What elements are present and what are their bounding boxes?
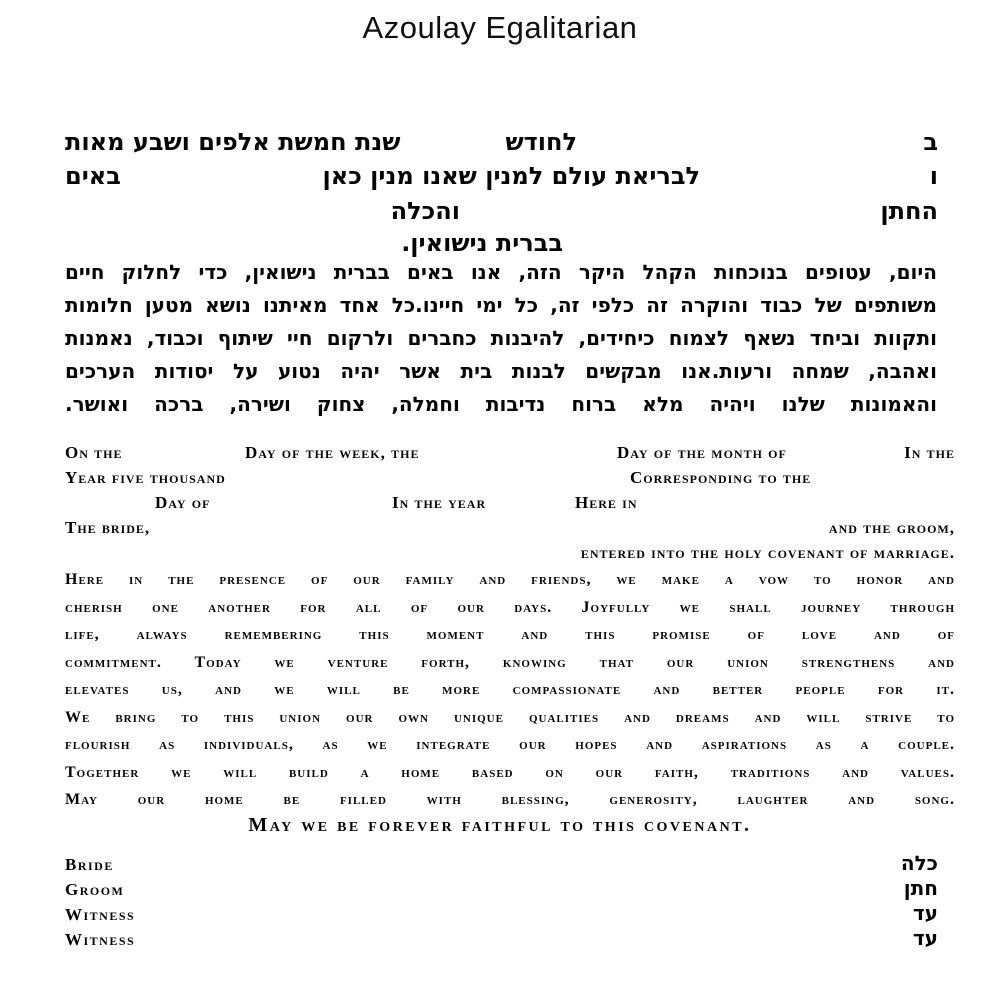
hebrew-paragraph-line: ותקוות וביחד נשאף לצמוח כיחידים, להיבנות כחברים ולרקום חיי שיתוף וכבוד, נאמנות — [65, 326, 937, 350]
hebrew-covenant-line — [65, 227, 938, 259]
bride-signature-label: Bride — [65, 855, 114, 874]
english-paragraph-line: flourish as individuals, as we integrate our hopes and aspirations as a couple. — [65, 736, 955, 753]
hebrew-date-line — [65, 126, 938, 158]
hebrew-paragraph-line: משותפים של כבוד והוקרה זה כלפי זה, כל ימי חיינו.כל אחד מאיתנו נושא מטען חלומות — [65, 293, 937, 317]
witness2-signature-label-hebrew: עד — [912, 926, 938, 950]
english-paragraph-line: life, always remembering this moment and this promise of love and of — [65, 626, 955, 643]
english-covenant-line — [65, 541, 955, 565]
hebrew-paragraph-line: ואהבה, שמחה ורעות.אנו מבקשים לבנות בית אשר יהיה נטוע על יסודות הערכים — [65, 359, 937, 383]
bride-signature-label-hebrew: כלה — [900, 851, 938, 875]
here-in-label: Here in — [575, 493, 638, 512]
day-of-label: Day of — [155, 493, 211, 512]
english-paragraph-line: Here in the presence of our family and friends, we make a vow to honor and — [65, 571, 955, 588]
witness1-signature-label: Witness — [65, 905, 136, 924]
english-paragraph-line: elevates us, and we will be more compassionate and better people for it. — [65, 681, 955, 698]
signature-block — [65, 851, 938, 951]
english-paragraph — [65, 566, 955, 814]
hebrew-creation-line — [65, 160, 938, 192]
closing-vow-line: May we be forever faithful to this covenant. — [248, 814, 752, 836]
on-the-label: On the — [65, 443, 123, 462]
hebrew-paragraph — [65, 256, 937, 421]
witness2-signature-label: Witness — [65, 930, 136, 949]
english-paragraph-line: May our home be filled with blessing, generosity, laughter and song. — [65, 791, 955, 808]
signature-row-bride — [65, 851, 938, 876]
hebrew-month-label: לחודש — [505, 128, 577, 156]
signature-row-witness-1 — [65, 901, 938, 926]
signature-row-groom — [65, 876, 938, 901]
year-five-thousand-label: Year five thousand — [65, 468, 226, 487]
hebrew-year-label: שנת חמשת אלפים ושבע מאות — [65, 128, 401, 156]
english-couple-line — [65, 516, 955, 540]
witness1-signature-label-hebrew: עד — [912, 901, 938, 925]
and-the-groom-label: and the groom, — [828, 518, 955, 537]
the-bride-label: The bride, — [65, 518, 151, 537]
signature-row-witness-2 — [65, 926, 938, 951]
english-paragraph-line: commitment. Today we venture forth, knowing that our union strengthens and — [65, 653, 955, 671]
hebrew-paragraph-line: והאמונות שלנו ויהיה מלא ברוח נדיבות וחמלה, צחוק ושירה, ברכה ואושר. — [65, 392, 937, 416]
hebrew-couple-line — [65, 195, 938, 227]
hebrew-come-label: באים — [65, 162, 121, 190]
english-year-line — [65, 466, 955, 490]
hebrew-covenant-label: בברית נישואין. — [401, 229, 563, 257]
hebrew-day-prefix: ב — [923, 128, 938, 156]
hebrew-paragraph-line: היום, עטופים בנוכחות הקהל היקר הזה, אנו באים בברית נישואין, כדי לחלוק חיים — [65, 260, 937, 284]
day-of-month-label: Day of the month of — [617, 443, 787, 462]
hebrew-creation-count-label: לבריאת עולם למנין שאנו מנין כאן — [322, 162, 700, 190]
corresponding-label: Corresponding to the — [630, 468, 812, 487]
in-the-year-label: In the year — [392, 493, 487, 512]
in-the-label: In the — [904, 443, 955, 462]
entered-covenant-label: entered into the holy covenant of marriage. — [580, 543, 955, 562]
day-of-week-label: Day of the week, the — [245, 443, 420, 462]
hebrew-bride-label: והכלה — [390, 197, 460, 225]
groom-signature-label: Groom — [65, 880, 125, 899]
english-civil-date-line — [65, 491, 955, 515]
english-paragraph-line: Together we will build a home based on our faith, traditions and values. — [65, 763, 955, 781]
english-paragraph-line: We bring to this union our own unique qualities and dreams and will strive to — [65, 708, 955, 726]
hebrew-year-units-prefix: ו — [929, 162, 938, 190]
english-date-line — [65, 441, 955, 465]
hebrew-groom-label: החתן — [880, 197, 938, 225]
groom-signature-label-hebrew: חתן — [903, 876, 938, 900]
page-title: Azoulay Egalitarian — [362, 10, 638, 45]
english-paragraph-line: cherish one another for all of our days. Joyfully we shall journey through — [65, 598, 955, 616]
